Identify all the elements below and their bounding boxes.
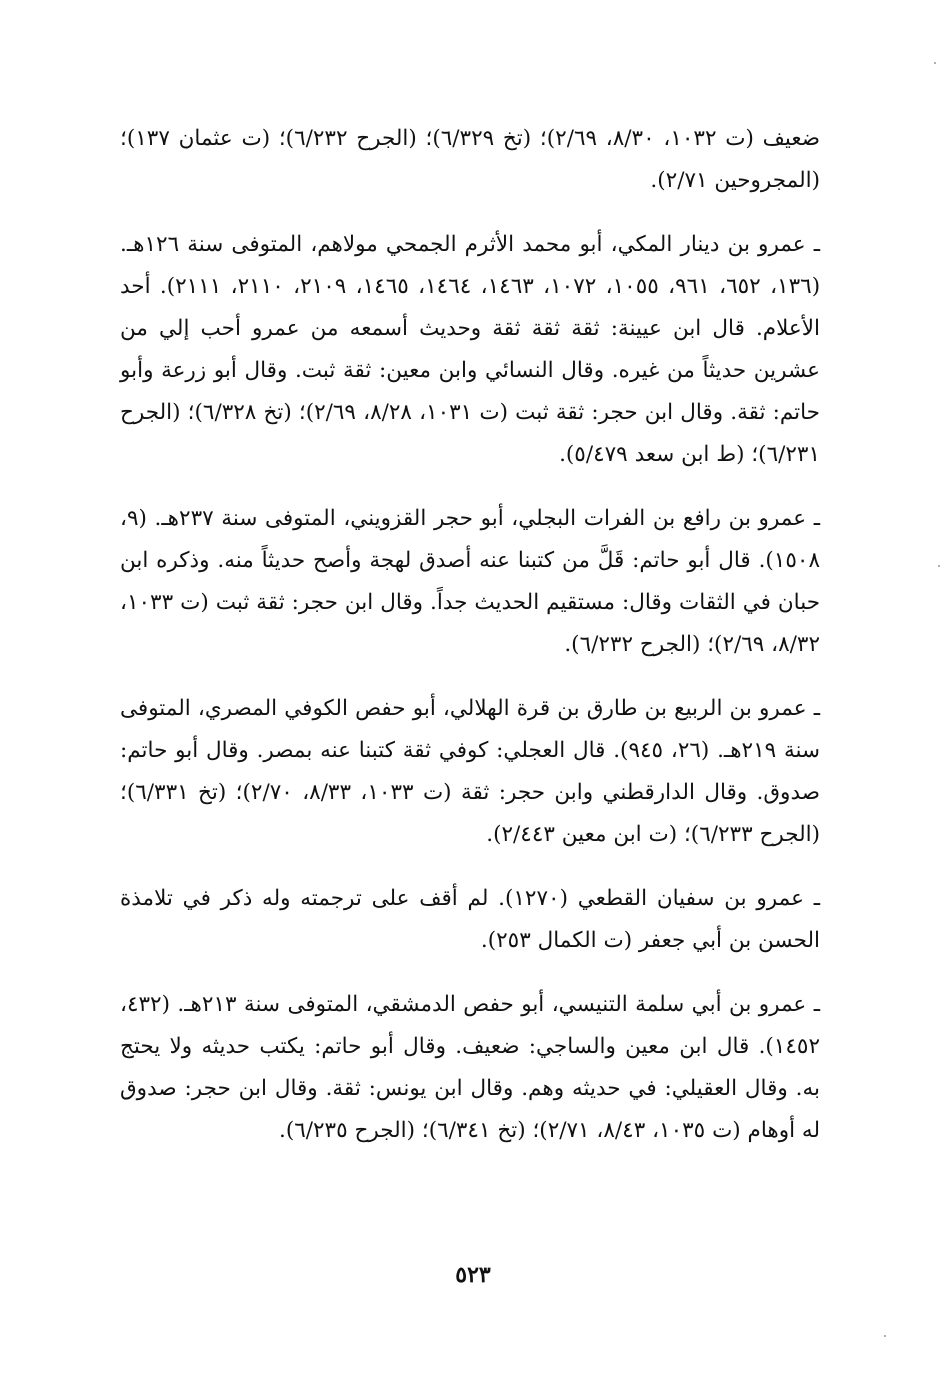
scan-speck <box>884 1335 886 1337</box>
entry-amr-ibn-al-rabi: ـ عمرو بن الربيع بن طارق بن قرة الهلالي، أبو حفص الكوفي المصري، المتوفى سنة ٢١٩هـ. (٢٦، ٩٤٥). قال العجلي: كوفي ثقة كتبنا عنه بمصر. وقال أبو حاتم: صدوق. وقال الدارقطني وابن حجر: ثقة (ت ١٠٣٣، ٨/٣٣، ٢/٧٠)؛ (تخ ٦/٣٣١)؛ (الجرح ٦/٢٣٣)؛ (ت ابن معين ٢/٤٤٣). <box>120 696 820 847</box>
page-number: ٥٢٣ <box>455 1262 491 1288</box>
entry-amr-ibn-rafi: ـ عمرو بن رافع بن الفرات البجلي، أبو حجر القزويني، المتوفى سنة ٢٣٧هـ. (٩، ١٥٠٨). قال أبو حاتم: قَلَّ من كتبنا عنه أصدق لهجة وأصح حديثاً منه. وذكره ابن حبان في الثقات وقال: مستقيم الحديث جداً. وقال ابن حجر: ثقة ثبت (ت ١٠٣٣، ٨/٣٢، ٢/٦٩)؛ (الجرح ٦/٢٣٢). <box>120 506 820 657</box>
paragraph-continuation: ضعيف (ت ١٠٣٢، ٨/٣٠، ٢/٦٩)؛ (تخ ٦/٣٢٩)؛ (الجرح ٦/٢٣٢)؛ (ت عثمان ١٣٧)؛ (المجروحين ٢/٧١). <box>120 126 820 193</box>
entry-amr-ibn-sufyan: ـ عمرو بن سفيان القطعي (١٢٧٠). لم أقف على ترجمته وله ذكر في تلامذة الحسن بن أبي جعفر (ت الكمال ٢٥٣). <box>120 886 820 953</box>
entry-amr-ibn-dinar: ـ عمرو بن دينار المكي، أبو محمد الأثرم الجمحي مولاهم، المتوفى سنة ١٢٦هـ. (١٣٦، ٦٥٢، ٩٦١، ١٠٥٥، ١٠٧٢، ١٤٦٣، ١٤٦٤، ١٤٦٥، ٢١٠٩، ٢١١٠، ٢١١١). أحد الأعلام. قال ابن عيينة: ثقة ثقة ثقة وحديث أسمعه من عمرو أحب إلي من عشرين حديثاً من غيره. وقال النسائي وابن معين: ثقة ثبت. وقال أبو زرعة وأبو حاتم: ثقة. وقال ابن حجر: ثقة ثبت (ت ١٠٣١، ٨/٢٨، ٢/٦٩)؛ (تخ ٦/٣٢٨)؛ (الجرح ٦/٢٣١)؛ (ط ابن سعد ٥/٤٧٩). <box>120 232 821 467</box>
entry-amr-ibn-abi-salama: ـ عمرو بن أبي سلمة التنيسي، أبو حفص الدمشقي، المتوفى سنة ٢١٣هـ. (٤٣٢، ١٤٥٢). قال ابن معين والساجي: ضعيف. وقال أبو حاتم: يكتب حديثه ولا يحتج به. وقال العقيلي: في حديثه وهم. وقال ابن يونس: ثقة. وقال ابن حجر: صدوق له أوهام (ت ١٠٣٥، ٨/٤٣، ٢/٧١)؛ (تخ ٦/٣٤١)؛ (الجرح ٦/٢٣٥). <box>120 992 820 1143</box>
page-body <box>120 118 820 1152</box>
scan-speck <box>934 62 936 64</box>
scan-speck <box>938 565 940 567</box>
